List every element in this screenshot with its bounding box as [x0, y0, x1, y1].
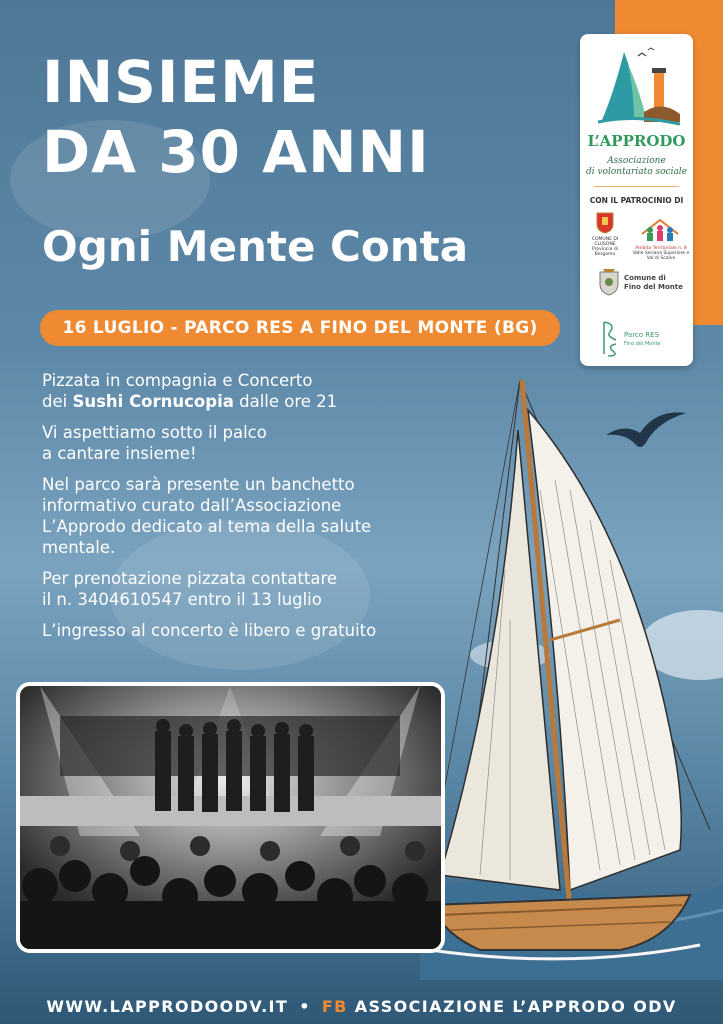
title-line-1: INSIEME	[42, 48, 320, 116]
divider	[594, 186, 679, 187]
brand-subtitle-line: di volontariato sociale	[585, 167, 688, 177]
text-line: informativo curato dall’Associazione	[42, 496, 342, 515]
text-line: dei	[42, 392, 73, 411]
fino-label	[624, 274, 683, 292]
brand-subtitle	[580, 156, 693, 178]
title-line-2: DA 30 ANNI	[42, 118, 430, 186]
text-line: Vi aspettiamo sotto il palco	[42, 423, 267, 442]
text-line: Nel parco sarà presente un banchetto	[42, 475, 355, 494]
fino-line: Comune di	[624, 274, 666, 282]
text-line: a cantare insieme!	[42, 444, 197, 463]
facebook-page-link[interactable]: ASSOCIAZIONE L’APPRODO ODV	[354, 997, 677, 1016]
fino-crest-icon	[598, 268, 620, 296]
date-location-banner: 16 LUGLIO - PARCO RES A FINO DEL MONTE (BG)	[40, 310, 560, 346]
paragraph-free-entry	[42, 620, 442, 641]
fino-line: Fino del Monte	[624, 283, 683, 291]
event-description	[42, 370, 442, 651]
facebook-label: FB	[321, 997, 348, 1016]
seagull-icon	[604, 405, 688, 455]
paragraph-booking	[42, 568, 442, 610]
ambito-name: Ambito Territoriale n. 8	[635, 246, 687, 251]
ambito-people-icon	[640, 216, 680, 242]
brand-name: L’APPRODO	[587, 132, 686, 150]
text-line: mentale.	[42, 538, 116, 557]
parco-line: Fino del Monte	[624, 341, 661, 347]
brand-subtitle-line: Associazione	[607, 156, 666, 166]
text-line: L’Approdo dedicato al tema della salute	[42, 517, 372, 536]
concert-photo	[16, 682, 445, 953]
text-line: dalle ore 21	[233, 392, 338, 411]
text-line: L’ingresso al concerto è libero e gratuito	[42, 621, 377, 640]
parco-res-icon	[600, 318, 622, 358]
clusone-province: Provincia di Bergamo	[592, 247, 618, 257]
ambito-area: Valle Seriana Superiore e Val di Scalve	[632, 251, 690, 261]
footer-separator: •	[299, 997, 311, 1016]
ambito-label	[632, 246, 690, 261]
clusone-name: COMUNE DI CLUSONE	[591, 237, 619, 247]
text-line: Per prenotazione pizzata contattare	[42, 569, 338, 588]
patronage-label: CON IL PATROCINIO DI	[589, 196, 684, 205]
paragraph-info-stand	[42, 474, 442, 558]
paragraph-concert	[42, 370, 442, 412]
text-line: Pizzata in compagnia e Concerto	[42, 371, 313, 390]
footer	[0, 997, 723, 1016]
paragraph-invite	[42, 422, 442, 464]
clusone-label	[584, 237, 626, 257]
clusone-crest-icon	[596, 212, 614, 234]
parco-res-label	[624, 331, 661, 348]
subtitle: Ogni Mente Conta	[42, 222, 469, 271]
phone-number-line: il n. 3404610547 entro il 13 luglio	[42, 590, 322, 609]
band-name: Sushi Cornucopia	[72, 392, 234, 411]
lighthouse-logo	[594, 42, 680, 128]
sponsor-logo-card	[580, 34, 693, 366]
parco-line: Parco RES	[624, 331, 660, 339]
website-link[interactable]: WWW.LAPPRODOODV.IT	[46, 997, 289, 1016]
sailboat-illustration	[420, 370, 723, 980]
concert-photo-image	[20, 686, 441, 949]
